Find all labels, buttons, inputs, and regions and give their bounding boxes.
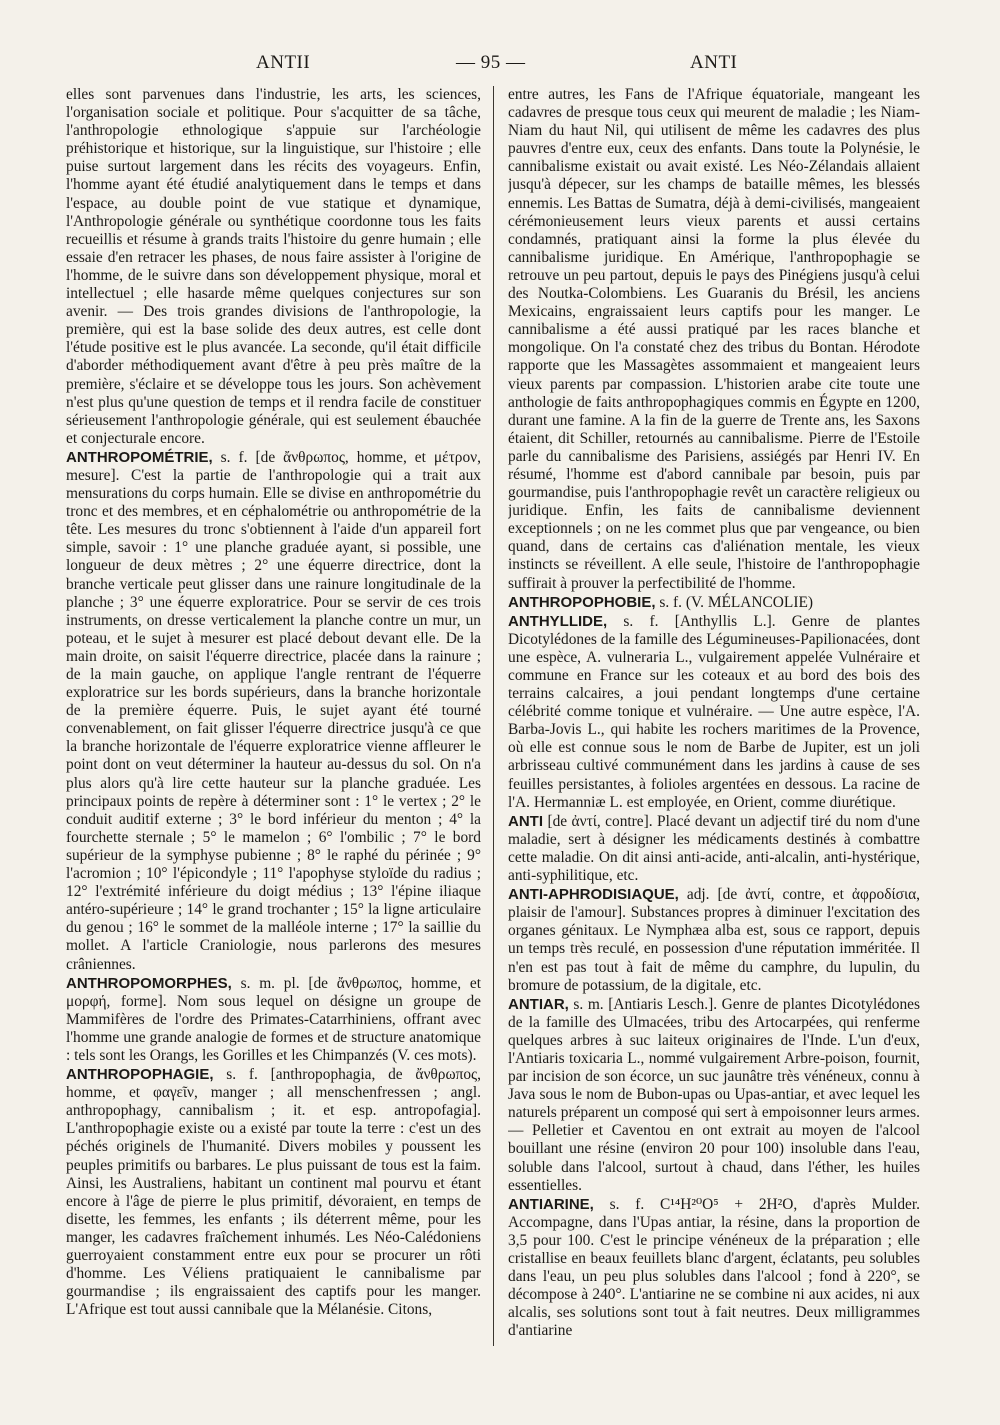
entry-continuation [508, 86, 920, 593]
entry-headword: ANTHROPOMÉTRIE, [66, 448, 213, 466]
entry-antiarine [508, 1196, 920, 1341]
entry-continuation [66, 86, 481, 448]
entry-headword: ANTHROPOPHOBIE, [508, 593, 656, 611]
running-head-left: ANTII [256, 52, 311, 73]
entry-text: s. f. [Anthyllis L.]. Genre de plantes Dicotylédones de la famille des Légumineuses-Papilionacées, dont une espèce, A. vulneraria L., vulgairement appelée Vulnéraire et commune en France sur les coteaux et au bord des bois des terrains calcaires, a joui pendant longtemps d'une certaine célébrité comme tonique et vulnéraire. — Une autre espèce, l'A. Barba-Jovis L., qui habite les rochers maritimes de la Provence, où elle est connue sous le nom de Barbe de Jupiter, est un joli arbrisseau cultivé communément dans les jardins à cause de ses feuilles persistantes, à folioles argentées en dessous. La racine de l'A. Hermanniæ L. est employée, en Orient, comme diurétique. [508, 612, 920, 811]
entry-anthropophobie [508, 594, 920, 612]
entry-text: [de ἀντί, contre]. Placé devant un adjectif tiré du nom d'une maladie, sert à désigner les médicaments destinés à combattre cette maladie. On dit ainsi anti-acide, anti-alcalin, anti-hystérique, anti-syphilitique, etc. [508, 812, 920, 885]
entry-anti [508, 813, 920, 885]
entry-headword: ANTHROPOMORPHES, [66, 974, 232, 992]
entry-text: s. f. C¹⁴H²⁰O⁵ + 2H²O, d'après Mulder. Accompagne, dans l'Upas antiar, la résine, dans la proportion de 3,5 pour 100. C'est le principe vénéneux de la préparation ; elle cristallise en beaux feuillets blanc d'argent, éclatants, peu solubles dans l'eau, un peu plus solubles dans l'alcool ; fond à 220°, se décompose à 240°. L'antiarine ne se combine ni aux acides, ni aux alcalis, ses solutions sont tout à fait neutres. Deux milligrammes d'antiarine [508, 1195, 920, 1340]
entry-text: s. m. pl. [de ἄνθρωπος, homme, et μορφή, forme]. Nom sous lequel on désigne un groupe de Mammifères de l'ordre des Primates-Catarrhiniens, offrant avec l'homme une grande analogie de formes et de structure anatomique : tels sont les Orangs, les Gorilles et les Chimpanzés (V. ces mots). [66, 974, 481, 1064]
entry-headword: ANTI [508, 812, 543, 830]
entry-headword: ANTIARINE, [508, 1195, 594, 1213]
entry-headword: ANTI-APHRODISIAQUE, [508, 886, 679, 904]
entry-headword: ANTHROPOPHAGIE, [66, 1066, 214, 1084]
entry-headword: ANTHYLLIDE, [508, 612, 608, 630]
entry-text: s. m. [Antiaris Lesch.]. Genre de plantes Dicotylédones de la famille des Ulmacées, tribu des Artocarpées, qui renferme quelques arbres à suc laiteux originaires de l'Inde. L'un d'eux, l'Antiaris toxicaria L., nommé vulgairement Arbre-poison, fournit, par incision de son écorce, un suc jaunâtre très vénéneux, connu à Java sous le nom de Bubon-upas ou Upas-antiar, et avec lequel les naturels préparent un composé qui sert à empoisonner leurs armes. — Pelletier et Caventou en ont extrait au moyen de l'alcool bouillant une résine (environ 20 pour 100) insoluble dans l'eau, soluble dans l'alcool, surtout à chaud, dans l'éther, les huiles essentielles. [508, 995, 920, 1194]
left-column [66, 86, 481, 1358]
entry-text: elles sont parvenues dans l'industrie, les arts, les sciences, l'organisation sociale et politique. Pour s'acquitter de sa tâche, l'anthropologie ethnologique s'appuie sur l'archéologie préhistorique et historique, sur la linguistique, sur l'histoire ; elle puise surtout largement dans les récits des voyageurs. Enfin, l'homme ayant été étudié analytiquement dans le temps et dans l'espace, au double point de vue statique et dynamique, l'Anthropologie générale ou synthétique coordonne tous les faits recueillis et résume à grands traits l'histoire du genre humain ; elle essaie d'en retracer les phases, de nous faire assister à l'origine de l'homme, de le suivre dans son développement physique, moral et intellectuel ; elle hasarde même quelques conjectures sur son avenir. — Des trois grandes divisions de l'anthropologie, la première, qui est la base solide des deux autres, est celle dont l'étude positive est le plus avancée. La seconde, qu'il était difficile d'aborder méthodiquement avant d'être à peu près maître de la première, s'éclaire et se développe tous les jours. Son achèvement n'est plus qu'une question de temps et il rendra facile de constituer sérieusement l'anthropologie générale, qui est seulement ébauchée et conjecturale encore. [66, 86, 481, 447]
entry-antiar [508, 996, 920, 1195]
entry-anti-aphrodisiaque [508, 886, 920, 995]
page-number: — 95 — [456, 52, 526, 73]
entry-text: adj. [de ἀντί, contre, et ἀφροδίσια, plaisir de l'amour]. Substances propres à diminuer l'excitation des organes génitaux. Le Nymphæa alba est, sous ce rapport, depuis un temps très reculé, en possession d'une réputation imméritée. Il n'en est pas tout à fait de même du camphre, du lupulin, du bromure de potassium, de la digitale, etc. [508, 886, 920, 994]
entry-text: s. f. [de ἄνθρωπος, homme, et μέτρον, mesure]. C'est la partie de l'anthropologie qui a trait aux mensurations du corps humain. Elle se divise en anthropométrie du tronc et des membres, et en céphalométrie ou anthropométrie de la tête. Les mesures du tronc s'obtiennent à l'aide d'un appareil fort simple, savoir : 1° une planche graduée ayant, si possible, une longueur de deux mètres ; 2° une équerre directrice, dont la branche verticale peut glisser dans une rainure longitudinale de la planche ; 3° une équerre exploratrice. Pour se servir de ces trois instruments, on dresse verticalement la planche contre un mur, un poteau, et le sujet à mesurer est placé debout devant elle. De la main droite, on saisit l'équerre directrice, placée dans la rainure ; de la main gauche, on applique l'angle rentrant de l'équerre exploratrice sur les bords supérieurs, dans la branche horizontale de la première équerre. Puis, le sujet ayant été tourné convenablement, on fait glisser l'équerre directrice jusqu'à ce que la branche horizontale de l'équerre exploratrice vienne affleurer le point dont on veut déterminer la hauteur au-dessus du sol. On n'a plus alors qu'à lire cette hauteur sur la planche graduée. Les principaux points de repère à déterminer sont : 1° le vertex ; 2° le conduit auditif externe ; 3° le bord inférieur du menton ; 4° la fourchette sternale ; 5° le mamelon ; 6° l'ombilic ; 7° le bord supérieur de la symphyse pubienne ; 8° le raphé du périnée ; 9° l'acromion ; 10° l'épicondyle ; 11° l'apophyse styloïde du radius ; 12° l'extrémité inférieure du doigt médius ; 13° l'épine iliaque antéro-supérieure ; 14° le grand trochanter ; 15° la ligne articulaire du genou ; 16° le sommet de la malléole interne ; 17° la saillie du mollet. A l'article Craniologie, nous parlerons des mesures crâniennes. [66, 448, 481, 973]
entry-anthyllide [508, 613, 920, 812]
running-head-right: ANTI [690, 52, 738, 73]
entry-text: s. f. [anthropophagia, de ἄνθρωπος, homme, et φαγεῖν, manger ; all menschenfressen ; angl. anthropophagy, cannibalism ; it. et esp. antropofagia]. L'anthropophagie existe ou a existé par toute la terre : c'est un des péchés originels de l'humanité. Divers mobiles y poussent les peuples primitifs ou barbares. Le plus puissant de tous est la faim. Ainsi, les Australiens, habitant un continent mal pourvu et étant encore à l'âge de pierre le plus primitif, dévoraient, en temps de disette, les femmes, les enfants ; ils déterrent même, pour les manger, les cadavres fraîchement inhumés. Les Néo-Calédoniens guerroyaient constamment entre eux pour se procurer un rôti d'homme. Les Véliens pratiquaient le cannibalisme par gourmandise ; ils engraissaient des captifs pour les manger. L'Afrique est tout aussi cannibale que la Mélanésie. Citons, [66, 1066, 481, 1319]
entry-text: s. f. (V. MÉLANCOLIE) [655, 593, 813, 611]
entry-anthropophagie [66, 1066, 481, 1319]
entry-text: entre autres, les Fans de l'Afrique équatoriale, mangeant les cadavres de presque tous ceux qui meurent de maladie ; les Niam-Niam du haut Nil, qui utilisent de même les cadavres des plus pauvres d'entre eux, ceux des enfants. Dans toute la Polynésie, le cannibalisme existait ou avait existé. Les Néo-Zélandais allaient jusqu'à dépecer, sur les champs de bataille mêmes, les blessés ennemis. Les Battas de Sumatra, déjà à demi-civilisés, mangeaient cérémonieusement leurs vieux parents et aussi certains condamnés, pratiquant ainsi la forme la plus élevée du cannibalisme juridique. En Amérique, l'anthropophagie se retrouve un peu partout, depuis le pays des Pinégiens jusqu'à celui des Noutka-Colombiens. Les Guaranis du Brésil, les anciens Mexicains, engraissaient leurs captifs pour les manger. Le cannibalisme a été aussi pratiqué par les races blanche et mongolique. On l'a constaté chez des tribus du Bontan. Hérodote rapporte que les Massagètes assommaient et mangeaient leurs vieux parents par compassion. L'historien arabe cite toute une anthologie de faits anthropophagiques commis en Égypte en 1200, durant une famine. A la fin de la guerre de Trente ans, les Saxons étaient, dit Schiller, retournés au cannibalisme. Pierre de l'Estoile parle du cannibalisme des Parisiens, assiégés par Henri IV. En résumé, l'homme est d'abord cannibale par besoin, puis par gourmandise, puis l'anthropophagie revêt un caractère religieux ou juridique. Enfin, les faits de cannibalisme deviennent exceptionnels ; on ne les commet plus que par vengeance, ou bien quand, dans de certains cas d'aliénation mentale, les vieux instincts se réveillent. A elle seule, l'histoire de l'anthropophagie suffirait à prouver la perfectibilité de l'homme. [508, 86, 920, 592]
entry-anthropometrie [66, 449, 481, 974]
page-header [0, 52, 1000, 82]
column-divider [493, 86, 494, 1346]
entry-headword: ANTIAR, [508, 995, 569, 1013]
entry-anthropomorphes [66, 975, 481, 1065]
right-column [508, 86, 920, 1358]
